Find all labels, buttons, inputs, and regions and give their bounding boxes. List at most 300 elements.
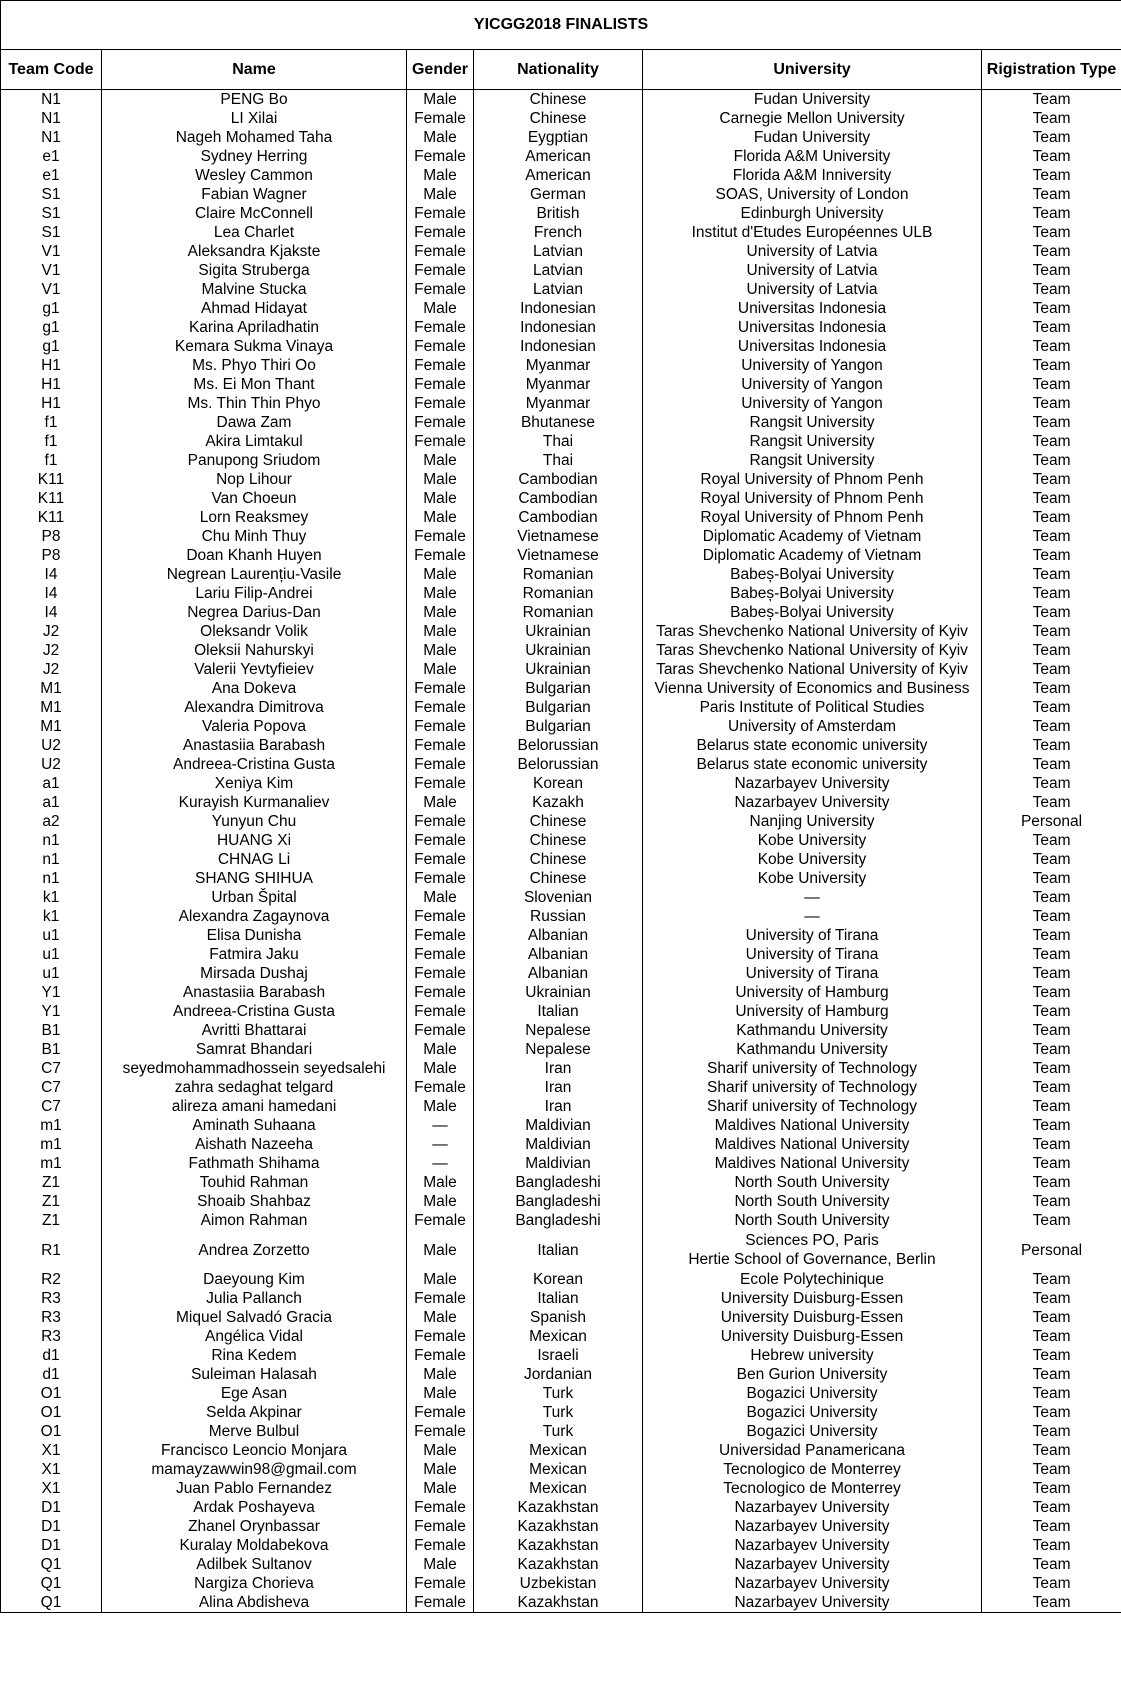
cell-university: Bogazici University xyxy=(643,1422,982,1441)
cell-university: Maldives National University xyxy=(643,1116,982,1135)
cell-nationality: Jordanian xyxy=(474,1365,643,1384)
cell-university: Bogazici University xyxy=(643,1384,982,1403)
cell-gender: Male xyxy=(407,1555,474,1574)
cell-university: Rangsit University xyxy=(643,451,982,470)
cell-gender: Male xyxy=(407,90,474,110)
cell-nationality: Slovenian xyxy=(474,888,643,907)
cell-registration-type: Team xyxy=(982,546,1121,565)
cell-gender: Male xyxy=(407,641,474,660)
cell-name: SHANG SHIHUA xyxy=(102,869,407,888)
cell-team-code: K11 xyxy=(1,489,102,508)
cell-name: LI Xilai xyxy=(102,109,407,128)
cell-nationality: Indonesian xyxy=(474,318,643,337)
cell-registration-type: Team xyxy=(982,280,1121,299)
cell-team-code: M1 xyxy=(1,717,102,736)
cell-team-code: J2 xyxy=(1,641,102,660)
cell-registration-type: Team xyxy=(982,375,1121,394)
cell-university: University Duisburg-Essen xyxy=(643,1308,982,1327)
cell-nationality: German xyxy=(474,185,643,204)
cell-gender: Male xyxy=(407,1192,474,1211)
cell-team-code: H1 xyxy=(1,394,102,413)
table-row xyxy=(1,413,1121,432)
cell-registration-type: Team xyxy=(982,983,1121,1002)
cell-university: Kobe University xyxy=(643,869,982,888)
cell-university: Kobe University xyxy=(643,850,982,869)
table-row xyxy=(1,318,1121,337)
cell-name: mamayzawwin98@gmail.com xyxy=(102,1460,407,1479)
cell-university: Carnegie Mellon University xyxy=(643,109,982,128)
table-body xyxy=(1,90,1121,1613)
cell-team-code: n1 xyxy=(1,869,102,888)
cell-name: Doan Khanh Huyen xyxy=(102,546,407,565)
cell-registration-type: Team xyxy=(982,1135,1121,1154)
cell-gender: Female xyxy=(407,337,474,356)
cell-nationality: American xyxy=(474,147,643,166)
cell-university: Nazarbayev University xyxy=(643,1574,982,1593)
cell-university: Taras Shevchenko National University of Kyiv xyxy=(643,641,982,660)
cell-nationality: Thai xyxy=(474,432,643,451)
cell-gender: Male xyxy=(407,1230,474,1270)
cell-registration-type: Team xyxy=(982,204,1121,223)
cell-team-code: B1 xyxy=(1,1040,102,1059)
cell-nationality: Bhutanese xyxy=(474,413,643,432)
cell-name: Alexandra Dimitrova xyxy=(102,698,407,717)
cell-registration-type: Team xyxy=(982,337,1121,356)
cell-team-code: X1 xyxy=(1,1479,102,1498)
cell-line: Hertie School of Governance, Berlin xyxy=(688,1251,936,1268)
cell-university: Rangsit University xyxy=(643,413,982,432)
cell-university: Nazarbayev University xyxy=(643,1498,982,1517)
table-row xyxy=(1,622,1121,641)
cell-name: Julia Pallanch xyxy=(102,1289,407,1308)
cell-name: Nargiza Chorieva xyxy=(102,1574,407,1593)
cell-nationality: Iran xyxy=(474,1059,643,1078)
cell-registration-type: Team xyxy=(982,1270,1121,1289)
table-row xyxy=(1,1479,1121,1498)
cell-registration-type: Team xyxy=(982,945,1121,964)
cell-university: University of Hamburg xyxy=(643,1002,982,1021)
cell-name: Fabian Wagner xyxy=(102,185,407,204)
table-row xyxy=(1,394,1121,413)
cell-gender: Male xyxy=(407,1384,474,1403)
cell-gender: Male xyxy=(407,603,474,622)
cell-nationality: Bulgarian xyxy=(474,698,643,717)
cell-name: Akira Limtakul xyxy=(102,432,407,451)
cell-gender: — xyxy=(407,1116,474,1135)
cell-university: Maldives National University xyxy=(643,1154,982,1173)
cell-name: Oleksii Nahurskyi xyxy=(102,641,407,660)
table-row xyxy=(1,451,1121,470)
table-row xyxy=(1,945,1121,964)
cell-name: Daeyoung Kim xyxy=(102,1270,407,1289)
table-row xyxy=(1,717,1121,736)
cell-university: Sharif university of Technology xyxy=(643,1078,982,1097)
cell-team-code: I4 xyxy=(1,584,102,603)
cell-university: University of Tirana xyxy=(643,945,982,964)
cell-team-code: H1 xyxy=(1,375,102,394)
cell-nationality: Israeli xyxy=(474,1346,643,1365)
cell-registration-type: Team xyxy=(982,679,1121,698)
cell-name: Adilbek Sultanov xyxy=(102,1555,407,1574)
table-row xyxy=(1,1230,1121,1270)
cell-gender: Female xyxy=(407,261,474,280)
cell-university: Fudan University xyxy=(643,128,982,147)
cell-gender: Female xyxy=(407,1593,474,1613)
cell-team-code: X1 xyxy=(1,1460,102,1479)
cell-name: Alexandra Zagaynova xyxy=(102,907,407,926)
cell-registration-type: Team xyxy=(982,1173,1121,1192)
cell-gender: Female xyxy=(407,907,474,926)
cell-nationality: Latvian xyxy=(474,242,643,261)
cell-registration-type: Team xyxy=(982,451,1121,470)
cell-team-code: U2 xyxy=(1,755,102,774)
header-registration-type: Rigistration Type xyxy=(982,50,1121,90)
cell-nationality: Bulgarian xyxy=(474,679,643,698)
cell-team-code: O1 xyxy=(1,1422,102,1441)
table-row xyxy=(1,1574,1121,1593)
cell-university: University of Yangon xyxy=(643,394,982,413)
cell-team-code: Y1 xyxy=(1,1002,102,1021)
cell-registration-type: Team xyxy=(982,1116,1121,1135)
cell-gender: Female xyxy=(407,1327,474,1346)
cell-nationality: Russian xyxy=(474,907,643,926)
cell-registration-type: Team xyxy=(982,1346,1121,1365)
cell-university: University of Yangon xyxy=(643,375,982,394)
cell-name: Karina Apriladhatin xyxy=(102,318,407,337)
cell-name: Alina Abdisheva xyxy=(102,1593,407,1613)
table-row xyxy=(1,1517,1121,1536)
cell-nationality: Kazakhstan xyxy=(474,1555,643,1574)
cell-nationality: Mexican xyxy=(474,1460,643,1479)
cell-team-code: S1 xyxy=(1,185,102,204)
cell-name: Kemara Sukma Vinaya xyxy=(102,337,407,356)
cell-university: Bogazici University xyxy=(643,1403,982,1422)
cell-team-code: u1 xyxy=(1,926,102,945)
table-row xyxy=(1,1441,1121,1460)
cell-nationality: Spanish xyxy=(474,1308,643,1327)
cell-nationality: Belorussian xyxy=(474,755,643,774)
cell-team-code: P8 xyxy=(1,527,102,546)
cell-gender: Male xyxy=(407,660,474,679)
cell-gender: Male xyxy=(407,299,474,318)
table-row xyxy=(1,1422,1121,1441)
cell-nationality: Romanian xyxy=(474,565,643,584)
cell-registration-type: Team xyxy=(982,147,1121,166)
cell-name: CHNAG Li xyxy=(102,850,407,869)
cell-gender: Male xyxy=(407,1460,474,1479)
table-row xyxy=(1,679,1121,698)
cell-registration-type: Team xyxy=(982,660,1121,679)
table-row xyxy=(1,603,1121,622)
cell-university: Belarus state economic university xyxy=(643,736,982,755)
cell-nationality: Chinese xyxy=(474,831,643,850)
cell-name: Lea Charlet xyxy=(102,223,407,242)
cell-gender: Female xyxy=(407,1346,474,1365)
cell-university: Royal University of Phnom Penh xyxy=(643,508,982,527)
cell-gender: Female xyxy=(407,1536,474,1555)
table-row xyxy=(1,1211,1121,1230)
table-row xyxy=(1,1192,1121,1211)
cell-university: North South University xyxy=(643,1211,982,1230)
cell-team-code: R1 xyxy=(1,1230,102,1270)
cell-registration-type: Team xyxy=(982,850,1121,869)
cell-nationality: Albanian xyxy=(474,964,643,983)
cell-nationality: Kazakh xyxy=(474,793,643,812)
cell-name: Avritti Bhattarai xyxy=(102,1021,407,1040)
table-row xyxy=(1,299,1121,318)
table-row xyxy=(1,375,1121,394)
cell-gender: Male xyxy=(407,166,474,185)
cell-nationality: Belorussian xyxy=(474,736,643,755)
table-row xyxy=(1,1308,1121,1327)
cell-registration-type: Team xyxy=(982,527,1121,546)
cell-registration-type: Team xyxy=(982,1192,1121,1211)
table-row xyxy=(1,1593,1121,1613)
cell-nationality: Italian xyxy=(474,1002,643,1021)
cell-registration-type: Team xyxy=(982,736,1121,755)
cell-registration-type: Team xyxy=(982,565,1121,584)
cell-gender: Female xyxy=(407,869,474,888)
cell-name: Andreea-Cristina Gusta xyxy=(102,755,407,774)
table-row xyxy=(1,527,1121,546)
cell-nationality: Uzbekistan xyxy=(474,1574,643,1593)
cell-registration-type: Team xyxy=(982,717,1121,736)
cell-gender: Male xyxy=(407,565,474,584)
cell-registration-type: Team xyxy=(982,1059,1121,1078)
cell-registration-type: Team xyxy=(982,774,1121,793)
cell-name: Urban Špital xyxy=(102,888,407,907)
cell-university: Nazarbayev University xyxy=(643,1555,982,1574)
cell-nationality: Turk xyxy=(474,1422,643,1441)
cell-registration-type: Team xyxy=(982,261,1121,280)
cell-university: Rangsit University xyxy=(643,432,982,451)
cell-nationality: British xyxy=(474,204,643,223)
cell-nationality: Kazakhstan xyxy=(474,1593,643,1613)
table-row xyxy=(1,1059,1121,1078)
table-row xyxy=(1,109,1121,128)
cell-nationality: Chinese xyxy=(474,109,643,128)
cell-registration-type: Team xyxy=(982,1308,1121,1327)
cell-team-code: O1 xyxy=(1,1403,102,1422)
cell-registration-type: Team xyxy=(982,1002,1121,1021)
table-row xyxy=(1,1154,1121,1173)
cell-gender: Female xyxy=(407,717,474,736)
cell-university: Institut d'Etudes Européennes ULB xyxy=(643,223,982,242)
cell-team-code: U2 xyxy=(1,736,102,755)
table-row xyxy=(1,1289,1121,1308)
cell-team-code: V1 xyxy=(1,242,102,261)
cell-nationality: Kazakhstan xyxy=(474,1517,643,1536)
cell-name: PENG Bo xyxy=(102,90,407,110)
table-row xyxy=(1,812,1121,831)
table-row xyxy=(1,584,1121,603)
cell-gender: — xyxy=(407,1135,474,1154)
cell-gender: Female xyxy=(407,1078,474,1097)
cell-registration-type: Team xyxy=(982,470,1121,489)
cell-name: Chu Minh Thuy xyxy=(102,527,407,546)
cell-team-code: C7 xyxy=(1,1097,102,1116)
table-row xyxy=(1,907,1121,926)
cell-university: Belarus state economic university xyxy=(643,755,982,774)
cell-name: Juan Pablo Fernandez xyxy=(102,1479,407,1498)
cell-gender: Female xyxy=(407,1517,474,1536)
cell-nationality: Bulgarian xyxy=(474,717,643,736)
cell-registration-type: Personal xyxy=(982,812,1121,831)
cell-nationality: Iran xyxy=(474,1078,643,1097)
cell-team-code: S1 xyxy=(1,223,102,242)
table-row xyxy=(1,793,1121,812)
cell-team-code: X1 xyxy=(1,1441,102,1460)
cell-university: Universitas Indonesia xyxy=(643,318,982,337)
cell-nationality: Indonesian xyxy=(474,337,643,356)
table-row xyxy=(1,1346,1121,1365)
cell-nationality: Mexican xyxy=(474,1441,643,1460)
table-row xyxy=(1,223,1121,242)
cell-registration-type: Team xyxy=(982,1327,1121,1346)
cell-nationality: Turk xyxy=(474,1384,643,1403)
cell-nationality: Myanmar xyxy=(474,356,643,375)
cell-team-code: k1 xyxy=(1,888,102,907)
cell-university: Tecnologico de Monterrey xyxy=(643,1460,982,1479)
cell-team-code: n1 xyxy=(1,850,102,869)
cell-gender: Female xyxy=(407,964,474,983)
header-row xyxy=(1,50,1121,90)
cell-nationality: Bangladeshi xyxy=(474,1173,643,1192)
cell-registration-type: Team xyxy=(982,1365,1121,1384)
cell-nationality: Latvian xyxy=(474,261,643,280)
table-row xyxy=(1,546,1121,565)
cell-university: Nazarbayev University xyxy=(643,774,982,793)
cell-nationality: Mexican xyxy=(474,1479,643,1498)
cell-registration-type: Team xyxy=(982,128,1121,147)
cell-name: Lariu Filip-Andrei xyxy=(102,584,407,603)
cell-name: Zhanel Orynbassar xyxy=(102,1517,407,1536)
cell-registration-type: Team xyxy=(982,831,1121,850)
cell-university: Vienna University of Economics and Business xyxy=(643,679,982,698)
cell-nationality: Albanian xyxy=(474,926,643,945)
cell-university: University Duisburg-Essen xyxy=(643,1327,982,1346)
cell-nationality: Cambodian xyxy=(474,489,643,508)
cell-team-code: J2 xyxy=(1,660,102,679)
cell-registration-type: Team xyxy=(982,698,1121,717)
cell-nationality: Italian xyxy=(474,1289,643,1308)
cell-gender: — xyxy=(407,1154,474,1173)
cell-name: Valerii Yevtyfieiev xyxy=(102,660,407,679)
cell-university: Sharif university of Technology xyxy=(643,1097,982,1116)
cell-nationality: Bangladeshi xyxy=(474,1192,643,1211)
cell-registration-type: Team xyxy=(982,356,1121,375)
cell-name: Ms. Ei Mon Thant xyxy=(102,375,407,394)
cell-team-code: R3 xyxy=(1,1289,102,1308)
cell-name: Dawa Zam xyxy=(102,413,407,432)
cell-gender: Male xyxy=(407,128,474,147)
cell-team-code: V1 xyxy=(1,280,102,299)
cell-nationality: Maldivian xyxy=(474,1116,643,1135)
cell-registration-type: Team xyxy=(982,584,1121,603)
table-row xyxy=(1,1365,1121,1384)
cell-university: Tecnologico de Monterrey xyxy=(643,1479,982,1498)
cell-gender: Male xyxy=(407,622,474,641)
cell-university: North South University xyxy=(643,1173,982,1192)
table-row xyxy=(1,1002,1121,1021)
cell-university: Universidad Panamericana xyxy=(643,1441,982,1460)
cell-university: University of Yangon xyxy=(643,356,982,375)
cell-nationality: Thai xyxy=(474,451,643,470)
cell-university: University of Tirana xyxy=(643,964,982,983)
table-row xyxy=(1,1021,1121,1040)
cell-name: Kurayish Kurmanaliev xyxy=(102,793,407,812)
cell-team-code: C7 xyxy=(1,1078,102,1097)
cell-team-code: N1 xyxy=(1,90,102,110)
cell-registration-type: Team xyxy=(982,1040,1121,1059)
cell-registration-type: Team xyxy=(982,907,1121,926)
cell-university: Babeș-Bolyai University xyxy=(643,565,982,584)
cell-nationality: Chinese xyxy=(474,812,643,831)
cell-registration-type: Team xyxy=(982,394,1121,413)
cell-team-code: u1 xyxy=(1,945,102,964)
cell-gender: Male xyxy=(407,584,474,603)
cell-name: Van Choeun xyxy=(102,489,407,508)
cell-name: Valeria Popova xyxy=(102,717,407,736)
cell-university: Diplomatic Academy of Vietnam xyxy=(643,527,982,546)
cell-gender: Female xyxy=(407,831,474,850)
cell-name: Andrea Zorzetto xyxy=(102,1230,407,1270)
cell-registration-type: Team xyxy=(982,185,1121,204)
cell-university: Paris Institute of Political Studies xyxy=(643,698,982,717)
cell-registration-type: Team xyxy=(982,166,1121,185)
table-row xyxy=(1,1078,1121,1097)
cell-name: Rina Kedem xyxy=(102,1346,407,1365)
cell-team-code: K11 xyxy=(1,508,102,527)
cell-team-code: f1 xyxy=(1,413,102,432)
cell-gender: Female xyxy=(407,1574,474,1593)
cell-registration-type: Team xyxy=(982,318,1121,337)
cell-gender: Female xyxy=(407,755,474,774)
cell-nationality: Cambodian xyxy=(474,470,643,489)
cell-gender: Female xyxy=(407,318,474,337)
cell-gender: Female xyxy=(407,679,474,698)
cell-gender: Female xyxy=(407,1422,474,1441)
cell-gender: Female xyxy=(407,698,474,717)
cell-nationality: Ukrainian xyxy=(474,622,643,641)
cell-registration-type: Team xyxy=(982,964,1121,983)
cell-team-code: m1 xyxy=(1,1154,102,1173)
cell-team-code: g1 xyxy=(1,318,102,337)
cell-team-code: M1 xyxy=(1,698,102,717)
cell-nationality: Maldivian xyxy=(474,1154,643,1173)
cell-nationality: Korean xyxy=(474,774,643,793)
header-nationality: Nationality xyxy=(474,50,643,90)
cell-gender: Female xyxy=(407,375,474,394)
cell-nationality: Myanmar xyxy=(474,394,643,413)
cell-university: University of Latvia xyxy=(643,242,982,261)
cell-gender: Male xyxy=(407,185,474,204)
cell-gender: Female xyxy=(407,394,474,413)
cell-gender: Female xyxy=(407,527,474,546)
cell-university: Nanjing University xyxy=(643,812,982,831)
table-row xyxy=(1,698,1121,717)
cell-university: Nazarbayev University xyxy=(643,1593,982,1613)
cell-registration-type: Team xyxy=(982,641,1121,660)
cell-gender: Male xyxy=(407,1270,474,1289)
cell-gender: Male xyxy=(407,508,474,527)
cell-team-code: Y1 xyxy=(1,983,102,1002)
cell-team-code: C7 xyxy=(1,1059,102,1078)
cell-registration-type: Team xyxy=(982,1403,1121,1422)
cell-gender: Female xyxy=(407,945,474,964)
cell-team-code: a2 xyxy=(1,812,102,831)
cell-name: HUANG Xi xyxy=(102,831,407,850)
